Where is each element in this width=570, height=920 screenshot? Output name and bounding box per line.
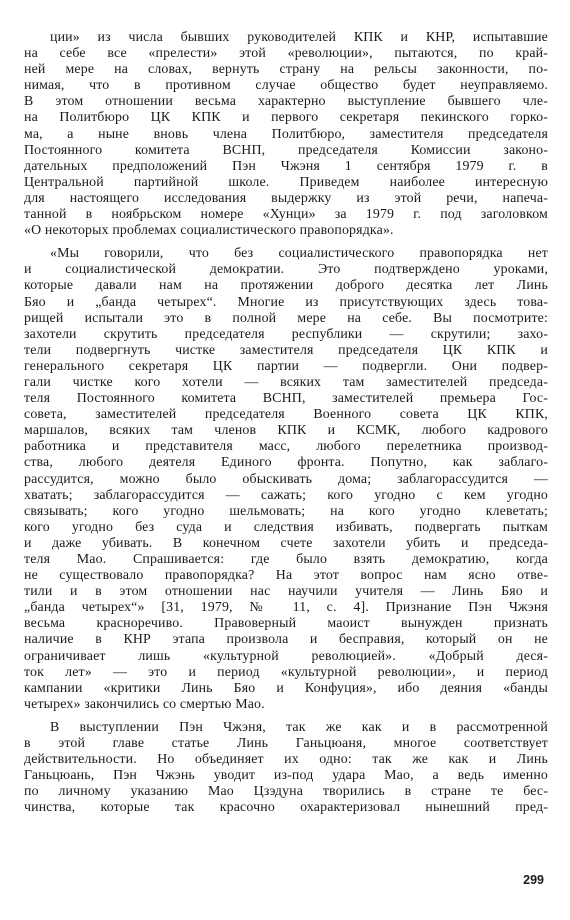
- text-line: совета, заместителей председателя Военного совета ЦК КПК,: [24, 407, 548, 423]
- text-line: В выступлении Пэн Чжэня, так же как и в рассмотренной: [50, 719, 548, 735]
- text-line: весьма красноречиво. Правоверный маоист вынужден признать: [24, 616, 548, 632]
- text-line: В этом отношении весьма характерно выступление бывшего чле-: [24, 94, 548, 110]
- text-line: ней мере на словах, вернуть страну на рельсы законности, по-: [24, 62, 548, 78]
- text-line: наличие в КНР этапа произвола и бесправия, который он не: [24, 632, 548, 648]
- text-line: Бяо и „банда четырех“. Многие из присутствующих здесь това-: [24, 294, 548, 310]
- text-line: не существовало правопорядка? На этот вопрос нам ясно отве-: [24, 568, 548, 584]
- text-line: которые давали нам на протяжении доброго десятка лет Линь: [24, 278, 548, 294]
- book-page: [24, 30, 548, 890]
- text-line: тели подвергнуть чистке заместителя председателя ЦК КПК и: [24, 342, 548, 358]
- page-number: 299: [523, 873, 544, 887]
- text-line: гали чистке кого хотели — всяких там заместителей председа-: [24, 374, 548, 390]
- paragraph-3: [24, 720, 548, 817]
- text-line: маршалов, всяких там членов КПК и КСМК, любого кадрового: [24, 423, 548, 439]
- text-line: для настоящего исследования выдержку из этой речи, напеча-: [24, 190, 548, 206]
- text-line: «О некоторых проблемах социалистического правопорядка».: [24, 223, 394, 239]
- text-line: теля Постоянного комитета ВСНП, заместителей премьера Гос-: [24, 391, 548, 407]
- text-line: тили и в этом отношении нас научили учителя — Линь Бяо и: [24, 584, 548, 600]
- text-line: генерального секретаря ЦК партии — подвергли. Они подвер-: [24, 358, 548, 374]
- text-line: теля Мао. Спрашивается: где было взять демократию, когда: [24, 552, 548, 567]
- text-line: Постоянного комитета ВСНП, председателя Комиссии законо-: [24, 142, 548, 158]
- text-line: танной в ноябрьском номере «Хунци» за 1979 г. под заголовком: [24, 207, 548, 223]
- text-line: связывать; кого угодно шельмовать; на кого угодно клеветать;: [24, 503, 548, 519]
- text-line: ограничивает лишь «культурной революцией». «Добрый деся-: [24, 648, 548, 664]
- paragraph-gap: [24, 713, 548, 720]
- text-line: кого угодно без суда и следствия избивать, подвергать пыткам: [24, 519, 548, 535]
- text-line: работника и представителя масс, любого перелетника производ-: [24, 439, 548, 455]
- paragraph-gap: [24, 239, 548, 246]
- text-line: Ганьцюань, Пэн Чжэнь уводит из-под удара Мао, а ведь именно: [24, 768, 548, 784]
- text-line: чинства, которые так красочно охарактеризовал нынешний пред-: [24, 800, 548, 816]
- text-line: рищей испытали это в полной мере на себе. Вы посмотрите:: [24, 310, 548, 326]
- text-line: на себе все «прелести» этой «революции», пытаются, по край-: [24, 46, 548, 62]
- text-line: и даже убивать. В конечном счете захотели убить и председа-: [24, 535, 548, 551]
- text-line: на Политбюро ЦК КПК и первого секретаря пекинского горко-: [24, 110, 548, 126]
- text-line: „банда четырех“» [31, 1979, № 11, с. 4]. Признание Пэн Чжэня: [24, 600, 548, 616]
- text-line: четырех» закончились со смертью Мао.: [24, 696, 265, 712]
- text-line: в этой главе статье Линь Ганьцюаня, многое соответствует: [24, 736, 548, 752]
- text-line: ции» из числа бывших руководителей КПК и КНР, испытавшие: [50, 30, 548, 45]
- text-line: Центральной партийной школе. Приведем наиболее интересную: [24, 174, 548, 190]
- text-line: ма, а ныне вновь члена Политбюро, заместителя председателя: [24, 126, 548, 142]
- paragraph-2-quote: [24, 246, 548, 713]
- text-line: и социалистической демократии. Это подтверждено уроками,: [24, 262, 548, 278]
- paragraph-1: [24, 30, 548, 239]
- text-line: «Мы говорили, что без социалистического правопорядка нет: [50, 246, 548, 262]
- text-line: рассудится, можно было обыскивать дома; заблагорассудится —: [24, 471, 548, 487]
- text-line: кампании «критики Линь Бяо и Конфуция», ибо деяния «банды: [24, 680, 548, 696]
- text-line: по личному указанию Мао Цзэдуна творились в стране те бес-: [24, 784, 548, 800]
- text-line: действительности. Но объединяет их одно: так же как и Линь: [24, 752, 548, 768]
- text-line: дательных предположений Пэн Чжэня 1 сентября 1979 г. в: [24, 158, 548, 174]
- text-line: хватать; заблагорассудится — сажать; кого угодно с кем угодно: [24, 487, 548, 503]
- text-line: нимая, что в противном случае общество будет неуправляемо.: [24, 78, 548, 94]
- text-line: ток лет» — это и период «культурной революции», и период: [24, 664, 548, 680]
- text-line: ства, любого деятеля Единого фронта. Попутно, как заблаго-: [24, 455, 548, 471]
- text-line: захотели скрутить председателя республики — скрутили; захо-: [24, 326, 548, 342]
